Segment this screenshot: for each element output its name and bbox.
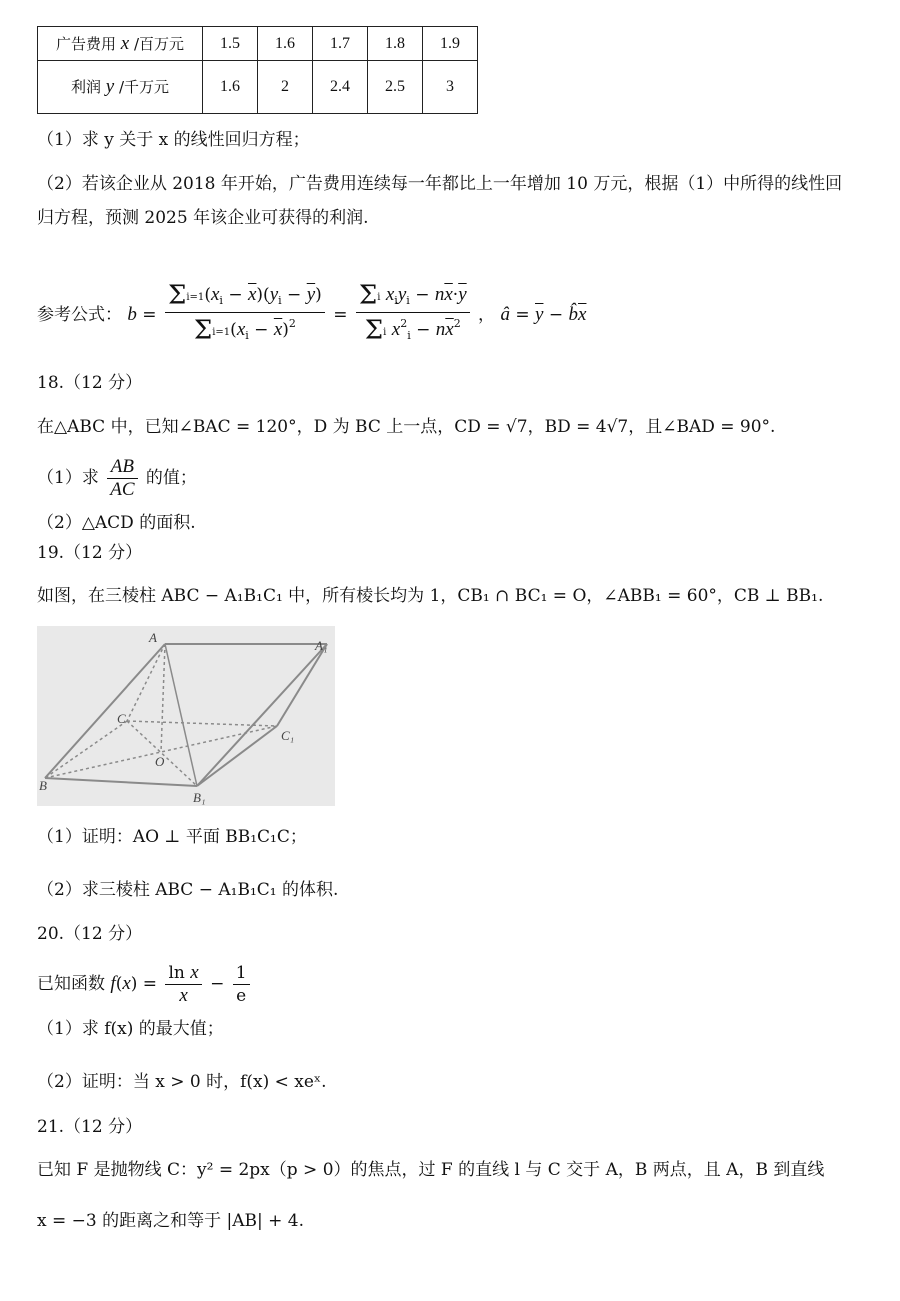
- formula-fraction-1: $\frac{\Sigma i=1(x_i - \overline{x})(y_i - \overline{y})}{\Sigma i=1(x_i - \overline{x})^2}$: [165, 284, 325, 347]
- q18-stem: 在△ABC 中，已知∠BAC = 120°，D 为 BC 上一点，CD = √7，BD = 4√7，且∠BAD = 90°.: [37, 417, 776, 437]
- label-c: C: [117, 711, 126, 726]
- q20-heading: 20.（12 分）: [37, 924, 143, 944]
- table-cell: 2.5: [368, 61, 423, 114]
- q21-line1: 已知 F 是抛物线 C：y² = 2px（p > 0）的焦点，过 F 的直线 l 与 C 交于 A，B 两点，且 A，B 到直线: [37, 1160, 825, 1180]
- table-cell: 1.9: [423, 27, 478, 61]
- q19-part1: （1）证明：AO ⊥ 平面 BB₁C₁C；: [37, 827, 307, 847]
- label-b1: B₁: [193, 790, 206, 805]
- table-row: [38, 27, 478, 61]
- table-cell: 1.6: [203, 61, 258, 114]
- q19-stem: 如图，在三棱柱 ABC − A₁B₁C₁ 中，所有棱长均为 1，CB₁ ∩ BC₁ = O，∠ABB₁ = 60°，CB ⊥ BB₁.: [37, 586, 824, 606]
- label-a1: A₁: [315, 638, 328, 653]
- formula-label: 参考公式：: [37, 305, 122, 325]
- one-over-e-fraction: $\frac{1}{e}$: [233, 962, 250, 1007]
- q20-part1: （1）求 f(x) 的最大值；: [37, 1019, 224, 1039]
- data-table: [37, 26, 478, 114]
- q18-part1-prefix: （1）求: [37, 468, 99, 488]
- label-o: O: [155, 754, 165, 769]
- table-cell: 2.4: [313, 61, 368, 114]
- q19-heading: 19.（12 分）: [37, 543, 143, 563]
- q17-part2-line2: 归方程，预测 2025 年该企业可获得的利润.: [37, 208, 369, 228]
- q17-part1: （1）求 y 关于 x 的线性回归方程；: [37, 130, 310, 150]
- table-cell: 1.6: [258, 27, 313, 61]
- label-b: B: [39, 778, 47, 793]
- table-cell: 3: [423, 61, 478, 114]
- q17-part2-line1: （2）若该企业从 2018 年开始，广告费用连续每一年都比上一年增加 10 万元，根据（1）中所得的线性回: [37, 174, 843, 194]
- table-cell: 1.5: [203, 27, 258, 61]
- q20-stem: 已知函数 f(x) = $\frac{\text{ln x}}{x}$ − $\frac{1}{e}$: [37, 962, 253, 1007]
- q21-heading: 21.（12 分）: [37, 1117, 143, 1137]
- table-row: [38, 61, 478, 114]
- q19-part2: （2）求三棱柱 ABC − A₁B₁C₁ 的体积.: [37, 880, 339, 900]
- q20-stem-prefix: 已知函数: [37, 974, 105, 994]
- lnx-over-x-fraction: $\frac{\text{ln x}}{x}$: [165, 962, 201, 1007]
- table-cell: 1.7: [313, 27, 368, 61]
- q18-part1-suffix: 的值；: [145, 468, 197, 488]
- table-cell: 1.8: [368, 27, 423, 61]
- q18-part2: （2）△ACD 的面积.: [37, 513, 196, 533]
- ab-over-ac-fraction: $\frac{AB}{AC}$: [107, 456, 137, 501]
- label-a: A: [149, 630, 157, 645]
- formula-fraction-2: $\frac{\Sigma i x_iy_i - n\overline{x}\cdot\overline{y}}{\Sigma i x^2_i - n\overline{x}^2}$: [356, 284, 470, 347]
- q21-line2: x = −3 的距离之和等于 |AB| + 4.: [37, 1211, 305, 1231]
- q18-part1: [37, 456, 197, 501]
- q20-part2: （2）证明：当 x > 0 时，f(x) < xeˣ.: [37, 1072, 327, 1092]
- label-c1: C₁: [281, 728, 295, 743]
- row-label-profit: 利润 y /千万元: [38, 61, 203, 114]
- prism-diagram: [37, 626, 335, 806]
- q18-heading: 18.（12 分）: [37, 373, 143, 393]
- row-label-ad-cost: 广告费用 x /百万元: [38, 27, 203, 61]
- table-cell: 2: [258, 61, 313, 114]
- q17-formula: 参考公式： b = $\frac{\Sigma i=1(x_i - \overline{x})(y_i - \overline{y})}{\Sigma i=1(x_i - \overline{x})^2}$ = $\frac{\Sigma i x_iy_i - n\overline{x}\cdot\overline{y}}{\Sigma i x^2_i - n\overline{x}^2}$ ， â = $\overline{y}$ − $b̂\overline{x}$: [37, 280, 587, 346]
- prism-figure: [37, 626, 335, 806]
